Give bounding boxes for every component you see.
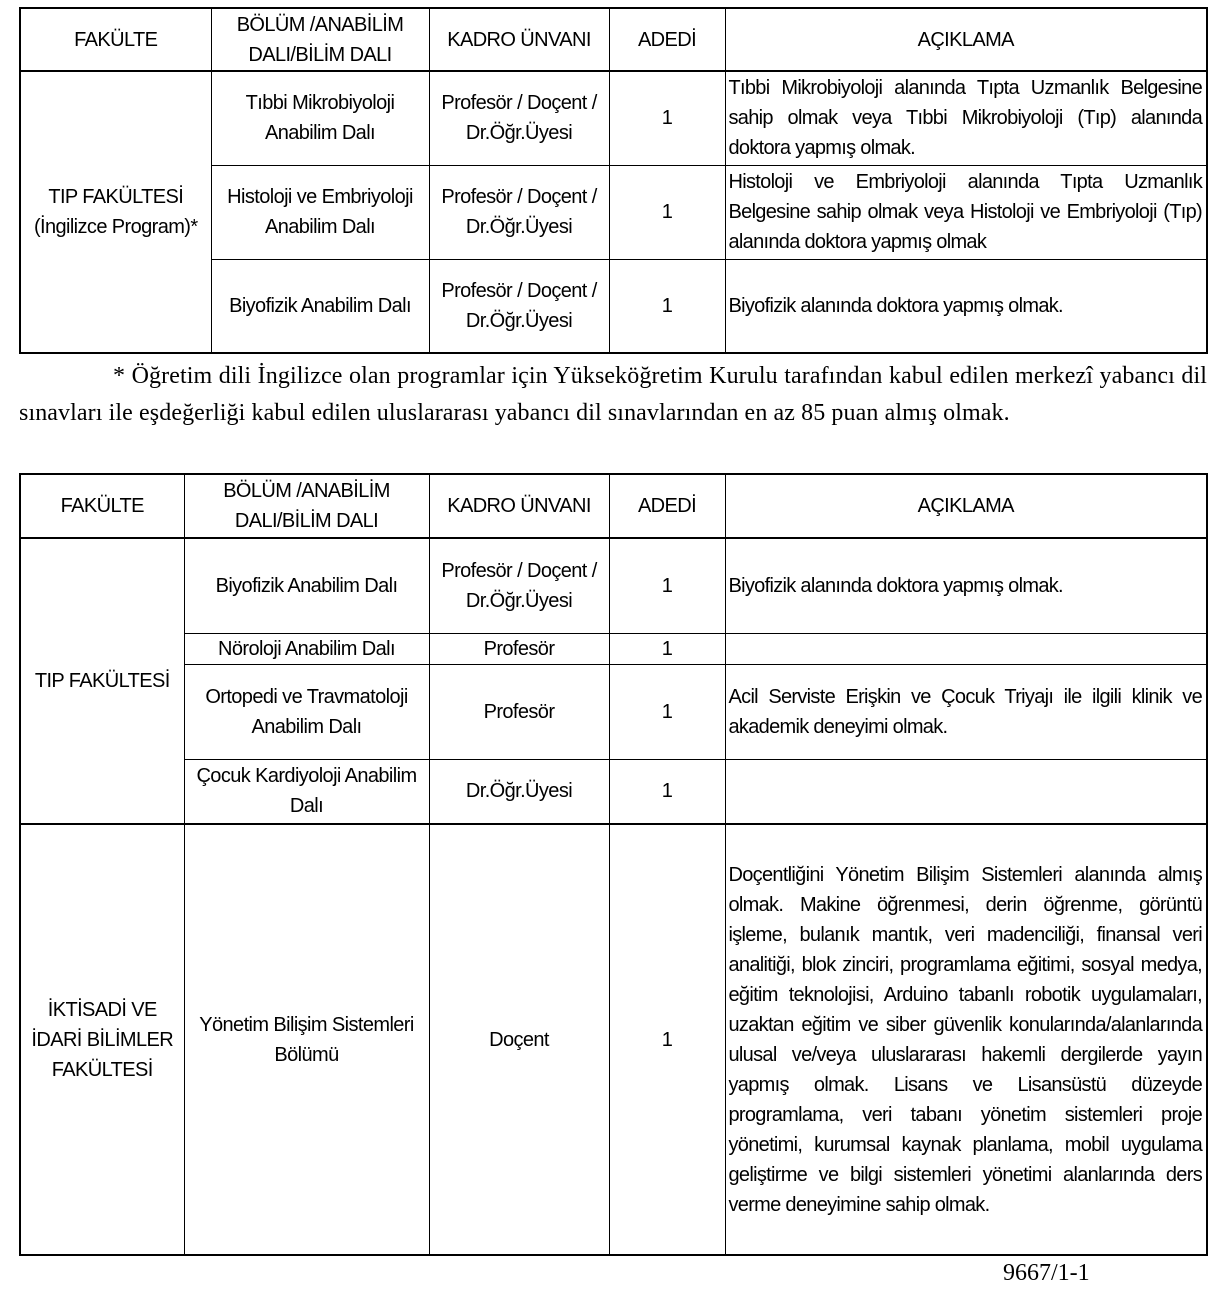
description-cell xyxy=(725,759,1207,824)
faculty-cell: TIP FAKÜLTESİ xyxy=(20,538,184,824)
department-cell: Yönetim Bilişim Sistemleri Bölümü xyxy=(184,824,429,1255)
language-requirement-note xyxy=(19,358,1207,432)
count-cell: 1 xyxy=(609,664,725,759)
department-cell: Histoloji ve Embriyoloji Anabilim Dalı xyxy=(211,165,429,259)
table-row xyxy=(20,824,1207,1255)
department-cell: Biyofizik Anabilim Dalı xyxy=(184,538,429,633)
header-adet: ADEDİ xyxy=(609,474,725,538)
department-cell: Biyofizik Anabilim Dalı xyxy=(211,259,429,353)
count-cell: 1 xyxy=(609,824,725,1255)
note-text: * Öğretim dili İngilizce olan programlar için Yükseköğretim Kurulu tarafından kabul edilen merkezî yabancı dil sınavları ile eşdeğerliği kabul edilen uluslararası yabancı dil sınavlarından en az 85 puan almış olmak. xyxy=(19,363,1207,426)
count-cell: 1 xyxy=(609,71,725,165)
description-cell: Biyofizik alanında doktora yapmış olmak. xyxy=(725,259,1207,353)
count-cell: 1 xyxy=(609,538,725,633)
title-cell: Profesör / Doçent / Dr.Öğr.Üyesi xyxy=(429,71,609,165)
department-cell: Tıbbi Mikrobiyoloji Anabilim Dalı xyxy=(211,71,429,165)
title-cell: Doçent xyxy=(429,824,609,1255)
header-bolum: BÖLÜM /ANABİLİM DALI/BİLİM DALI xyxy=(184,474,429,538)
header-adet: ADEDİ xyxy=(609,8,725,71)
department-cell: Çocuk Kardiyoloji Anabilim Dalı xyxy=(184,759,429,824)
table-row xyxy=(20,538,1207,633)
header-kadro: KADRO ÜNVANI xyxy=(429,474,609,538)
description-cell: Doçentliğini Yönetim Bilişim Sistemleri alanında almış olmak. Makine öğrenmesi, derin öğrenme, görüntü işleme, bulanık mantık, veri madenciliği, finansal veri analitiği, blok zinciri, programlama eğitimi, sosyal medya, eğitim teknolojisi, Arduino tabanlı robotik uygulamaları, uzaktan eğitim ve siber güvenlik konularında/alanlarında ulusal ve/veya uluslararası hakemli dergilerde yayın yapmış olmak. Lisans ve Lisansüstü düzeyde programlama, veri tabanı yönetim sistemleri proje yönetimi, kurumsal kaynak planlama, mobil uygulama geliştirme ve bilgi sistemleri yönetimi alanlarında ders verme deneyimine sahip olmak. xyxy=(725,824,1207,1255)
description-cell xyxy=(725,633,1207,664)
department-cell: Ortopedi ve Travmatoloji Anabilim Dalı xyxy=(184,664,429,759)
position-table xyxy=(19,473,1208,1256)
table-row xyxy=(20,664,1207,759)
title-cell: Dr.Öğr.Üyesi xyxy=(429,759,609,824)
title-cell: Profesör / Doçent / Dr.Öğr.Üyesi xyxy=(429,259,609,353)
description-cell: Acil Serviste Erişkin ve Çocuk Triyajı ile ilgili klinik ve akademik deneyimi olmak. xyxy=(725,664,1207,759)
title-cell: Profesör xyxy=(429,633,609,664)
description-cell: Tıbbi Mikrobiyoloji alanında Tıpta Uzmanlık Belgesine sahip olmak veya Tıbbi Mikrobiyoloji (Tıp) alanında doktora yapmış olmak. xyxy=(725,71,1207,165)
description-cell: Biyofizik alanında doktora yapmış olmak. xyxy=(725,538,1207,633)
faculty-cell: İKTİSADİ VE İDARİ BİLİMLER FAKÜLTESİ xyxy=(20,824,184,1255)
header-fakulte: FAKÜLTE xyxy=(20,8,211,71)
count-cell: 1 xyxy=(609,633,725,664)
title-cell: Profesör / Doçent / Dr.Öğr.Üyesi xyxy=(429,165,609,259)
header-fakulte: FAKÜLTE xyxy=(20,474,184,538)
count-cell: 1 xyxy=(609,759,725,824)
header-aciklama: AÇIKLAMA xyxy=(725,8,1207,71)
count-cell: 1 xyxy=(609,165,725,259)
department-cell: Nöroloji Anabilim Dalı xyxy=(184,633,429,664)
count-cell: 1 xyxy=(609,259,725,353)
header-aciklama: AÇIKLAMA xyxy=(725,474,1207,538)
title-cell: Profesör xyxy=(429,664,609,759)
table-row xyxy=(20,759,1207,824)
document-number: 9667/1-1 xyxy=(1003,1260,1090,1286)
table-row xyxy=(20,633,1207,664)
faculty-cell: TIP FAKÜLTESİ (İngilizce Program)* xyxy=(20,71,211,353)
header-kadro: KADRO ÜNVANI xyxy=(429,8,609,71)
description-cell: Histoloji ve Embriyoloji alanında Tıpta Uzmanlık Belgesine sahip olmak veya Histoloji ve Embriyoloji (Tıp) alanında doktora yapmış olmak xyxy=(725,165,1207,259)
table-row xyxy=(20,71,1207,165)
header-bolum: BÖLÜM /ANABİLİM DALI/BİLİM DALI xyxy=(211,8,429,71)
title-cell: Profesör / Doçent / Dr.Öğr.Üyesi xyxy=(429,538,609,633)
position-table-english-program xyxy=(19,7,1208,354)
